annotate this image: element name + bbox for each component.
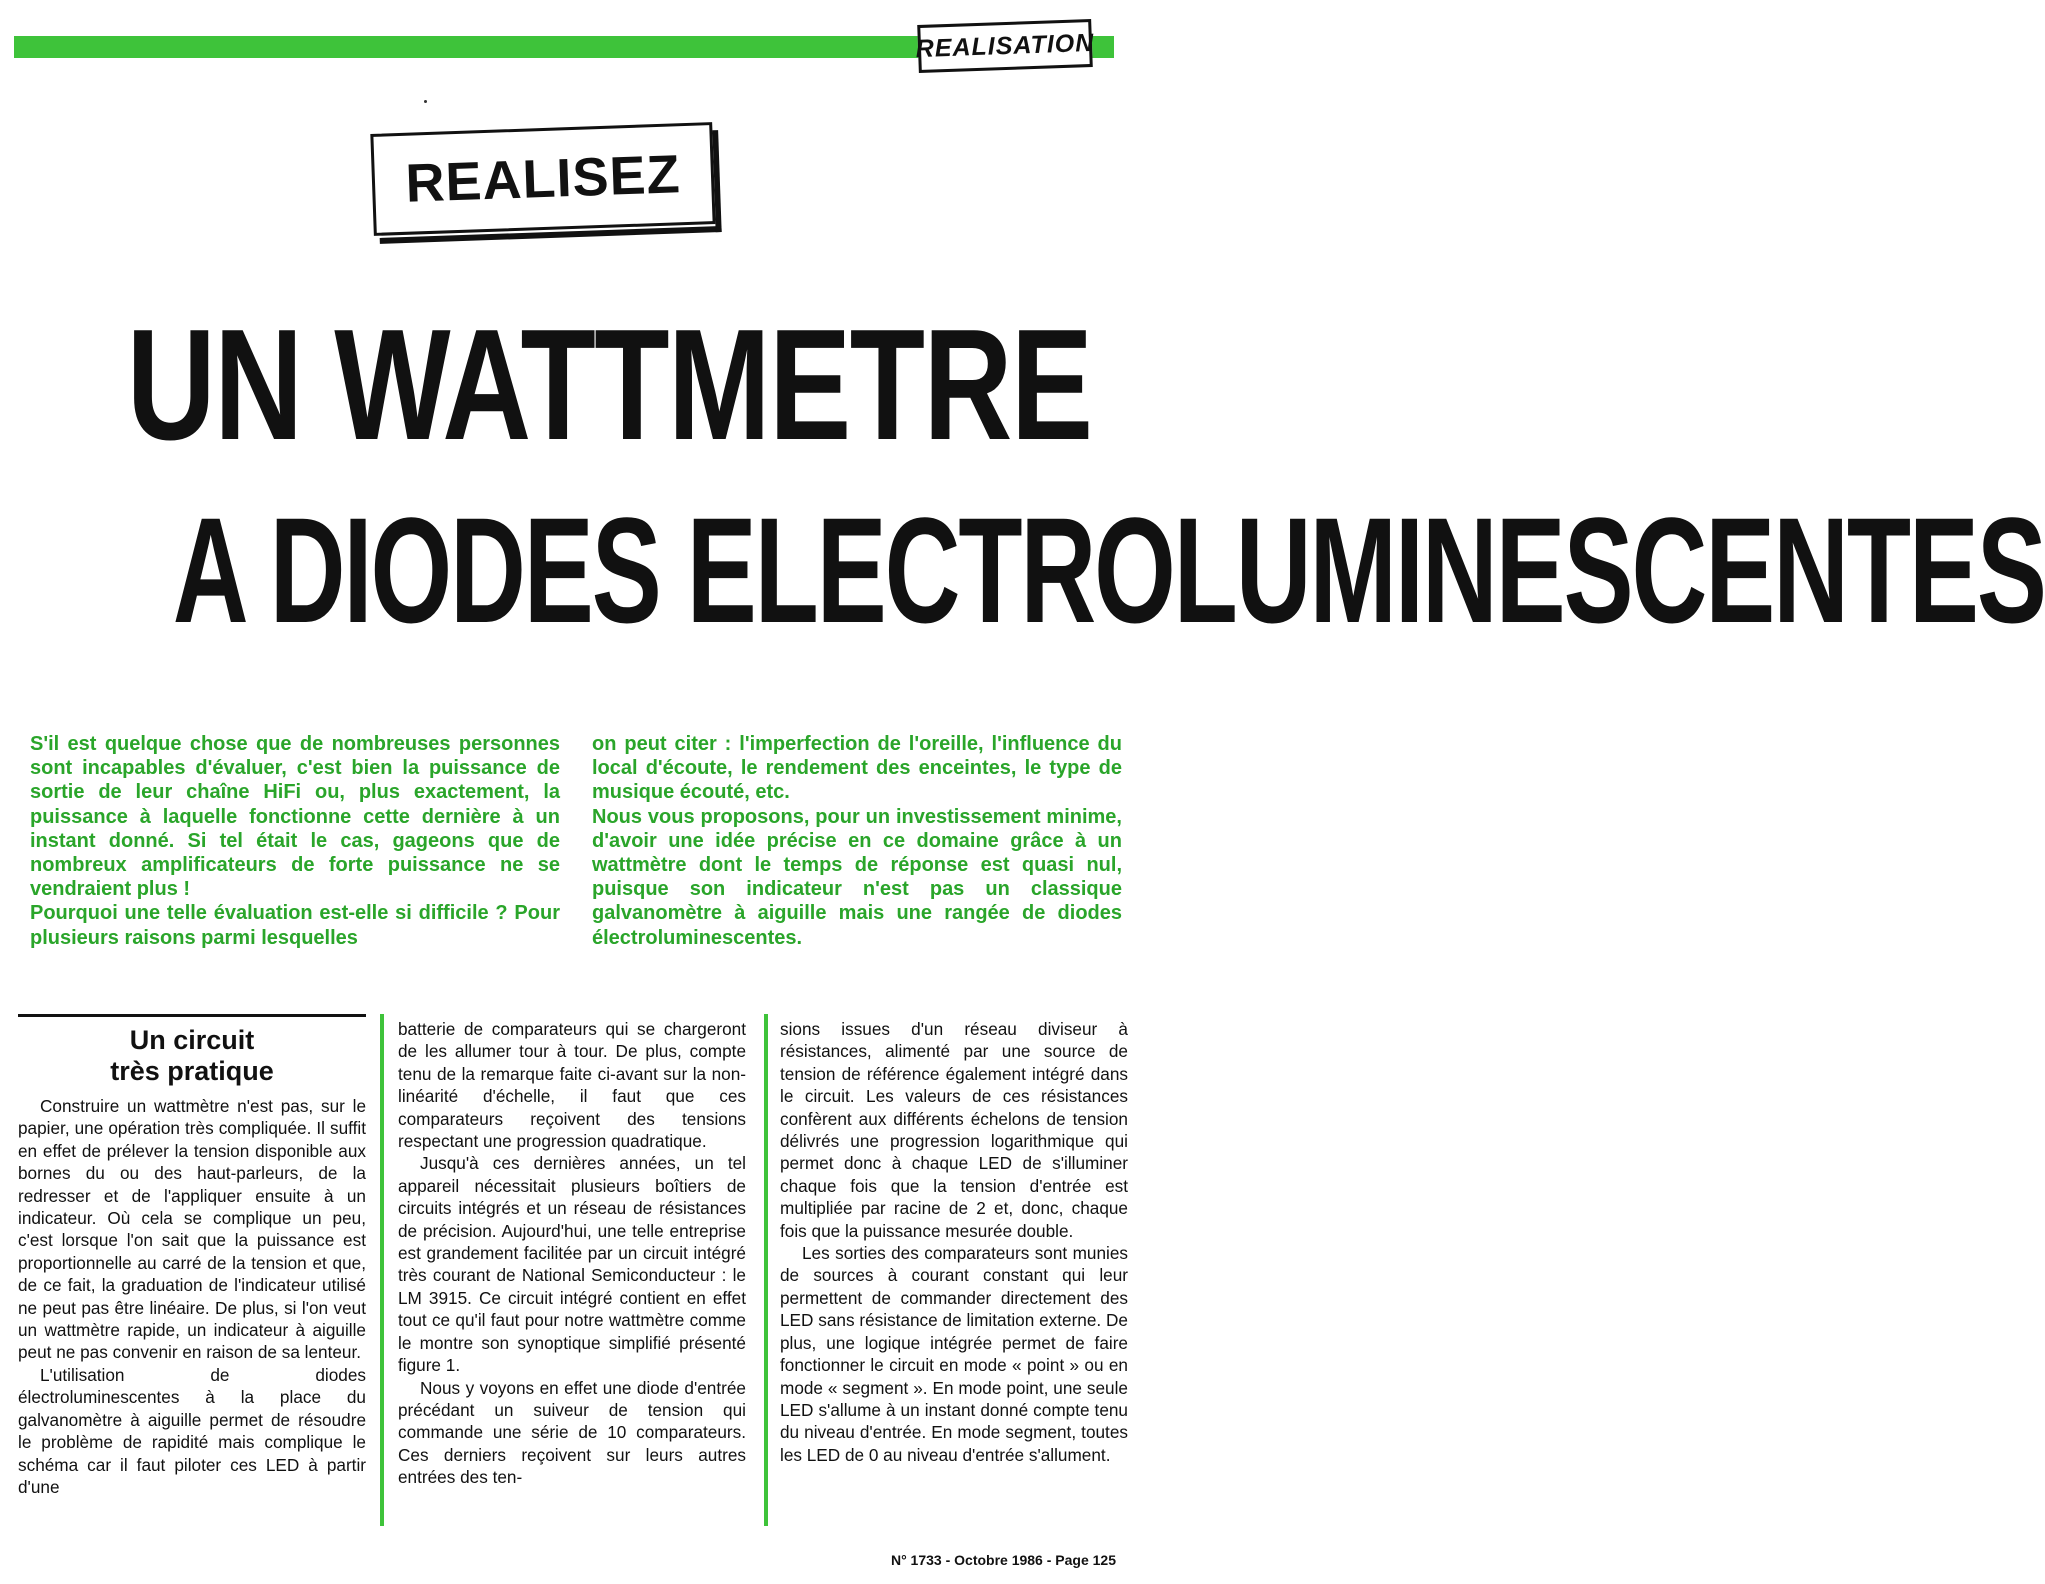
body-paragraph: Jusqu'à ces dernières années, un tel appareil nécessitait plusieurs boîtiers de circuits intégrés et un réseau de résistances de précision. Aujourd'hui, une telle entreprise est grandement facilitée par un circuit intégré très courant de National Semiconducteur : le LM 3915. Ce circuit intégré contient en effet tout ce qu'il faut pour notre wattmètre comme le montre son synoptique simplifié présenté figure 1. [398,1153,746,1376]
section-heading [18,1014,366,1087]
body-paragraph: Construire un wattmètre n'est pas, sur le papier, une opération très compliquée. Il suffit en effet de prélever la tension disponible aux bornes du ou des haut-parleurs, de la redresser et de l'appliquer ensuite à un indicateur. Où cela se complique un peu, c'est lorsque l'on sait que la puissance est proportionnelle au carré de la tension et que, de ce fait, la graduation de l'indicateur utilisé ne peut pas être linéaire. De plus, si l'on veut un wattmètre rapide, un indicateur à aiguille peut ne pas convenir en raison de sa lenteur. [18,1096,366,1363]
body-paragraph: batterie de comparateurs qui se chargeront de les allumer tour à tour. De plus, compte tenu de la remarque faite ci-avant sur la non-linéarité d'échelle, il faut que ces comparateurs reçoivent des tensions respectant une progression quadratique. [398,1019,746,1152]
body-column-2 [398,1018,746,1489]
kicker-box: REALISEZ [370,122,715,236]
lead-left [30,732,560,950]
column-rule [764,1014,768,1526]
page-footer: N° 1733 - Octobre 1986 - Page 125 [890,1552,1116,1568]
lead-paragraph: Pourquoi une telle évaluation est-elle si difficile ? Pour plusieurs raisons parmi lesquelles [30,902,560,949]
lead-paragraph: on peut citer : l'imperfection de l'oreille, l'influence du local d'écoute, le rendement des enceintes, le type de musique écouté, etc. [592,733,1122,804]
article-title-line2: A DIODES ELECTROLUMINESCENTES [172,486,2045,654]
print-speck [424,100,427,103]
section-heading-line1: Un circuit [129,1025,255,1055]
body-paragraph: sions issues d'un réseau diviseur à résistances, alimenté par une source de tension de référence également intégré dans le circuit. Les valeurs de ces résistances confèrent aux différents échelons de tension délivrés une progression logarithmique qui permet donc à chaque LED de s'illuminer chaque fois que la tension d'entrée est multipliée par racine de 2 et, donc, chaque fois que la puissance mesurée double. [780,1019,1128,1241]
rubric-label: REALISATION [917,19,1093,73]
body-paragraph: L'utilisation de diodes électroluminescentes à la place du galvanomètre à aiguille permet de résoudre le problème de rapidité mais complique le schéma car il faut piloter ces LED à partir d'une [18,1364,366,1497]
lead-paragraph: Nous vous proposons, pour un investissement minime, d'avoir une idée précise en ce domaine grâce à un wattmètre dont le temps de réponse est quasi nul, puisque son indicateur n'est pas un classique galvanomètre à aiguille mais une rangée de diodes électroluminescentes. [592,805,1122,949]
body-column-1 [18,1014,366,1498]
lead-right [592,732,1122,950]
section-heading-line2: très pratique [110,1056,274,1086]
column-rule [380,1014,384,1526]
article-title-line1: UN WATTMETRE [126,297,1092,473]
body-paragraph: Nous y voyons en effet une diode d'entrée précédant un suiveur de tension qui commande une série de 10 comparateurs. Ces derniers reçoivent sur leurs autres entrées des ten- [398,1377,746,1488]
lead-paragraph: S'il est quelque chose que de nombreuses personnes sont incapables d'évaluer, c'est bien la puissance de sortie de leur chaîne HiFi ou, plus exactement, la puissance à laquelle fonctionne cette dernière à un instant donné. Si tel était le cas, gageons que de nombreux amplificateurs de forte puissance ne se vendraient plus ! [30,733,560,901]
body-paragraph: Les sorties des comparateurs sont munies de sources à courant constant qui leur permettent de commander directement des LED sans résistance de limitation externe. De plus, une logique intégrée permet de faire fonctionner le circuit en mode « point » ou en mode « segment ». En mode point, une seule LED s'allume à un instant donné compte tenu du niveau d'entrée. En mode segment, toutes les LED de 0 au niveau d'entrée s'allument. [780,1243,1128,1465]
body-column-3 [780,1018,1128,1466]
